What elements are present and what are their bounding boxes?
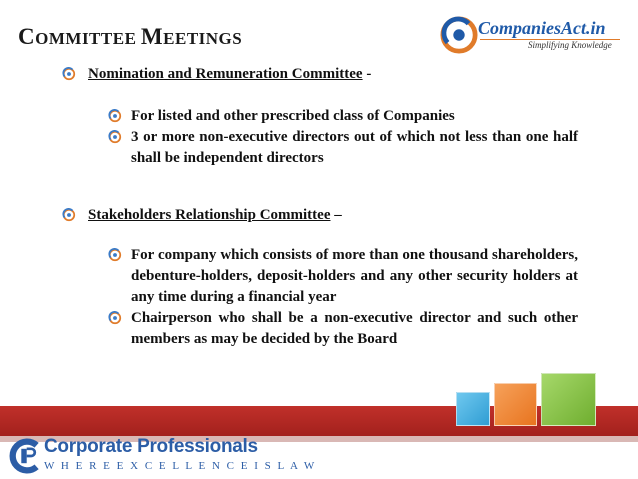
bullet-swirl-icon xyxy=(62,67,76,81)
bullet-swirl-icon xyxy=(62,208,76,222)
list-item: Chairperson who shall be a non-executive director and such other members as may be decided by the Board xyxy=(108,308,578,350)
companiesact-logo xyxy=(440,16,620,56)
brand-name: CompaniesAct.in xyxy=(478,18,606,38)
bullet-swirl-icon xyxy=(108,248,122,262)
list-item: For listed and other prescribed class of Companies xyxy=(108,106,578,127)
slide-title: COMMITTEE MEETINGS xyxy=(18,24,243,49)
decor-square-blue xyxy=(456,392,490,426)
swirl-logo-icon xyxy=(440,16,478,54)
footer-tagline: W H E R E E X C E L L E N C E I S L A W xyxy=(44,460,317,472)
bullet-swirl-icon xyxy=(108,109,122,123)
corporate-professionals-logo-icon xyxy=(6,438,42,474)
section-heading-text: Stakeholders Relationship Committee xyxy=(88,207,331,223)
brand-tagline: Simplifying Knowledge xyxy=(528,40,612,50)
list-item: 3 or more non-executive directors out of which not less than one half shall be independent directors xyxy=(108,127,578,169)
decor-square-green xyxy=(541,373,596,426)
section-heading-nomination: Nomination and Remuneration Committee - xyxy=(62,64,371,85)
bullet-swirl-icon xyxy=(108,311,122,325)
footer-company-name: Corporate Professionals xyxy=(44,436,258,457)
bullet-swirl-icon xyxy=(108,130,122,144)
decor-square-orange xyxy=(494,383,537,426)
section-heading-text: Nomination and Remuneration Committee xyxy=(88,66,363,82)
section-heading-stakeholders: Stakeholders Relationship Committee – xyxy=(62,205,342,226)
list-item: For company which consists of more than one thousand shareholders, debenture-holders, deposit-holders and any other security holders at any time during a financial year xyxy=(108,245,578,308)
